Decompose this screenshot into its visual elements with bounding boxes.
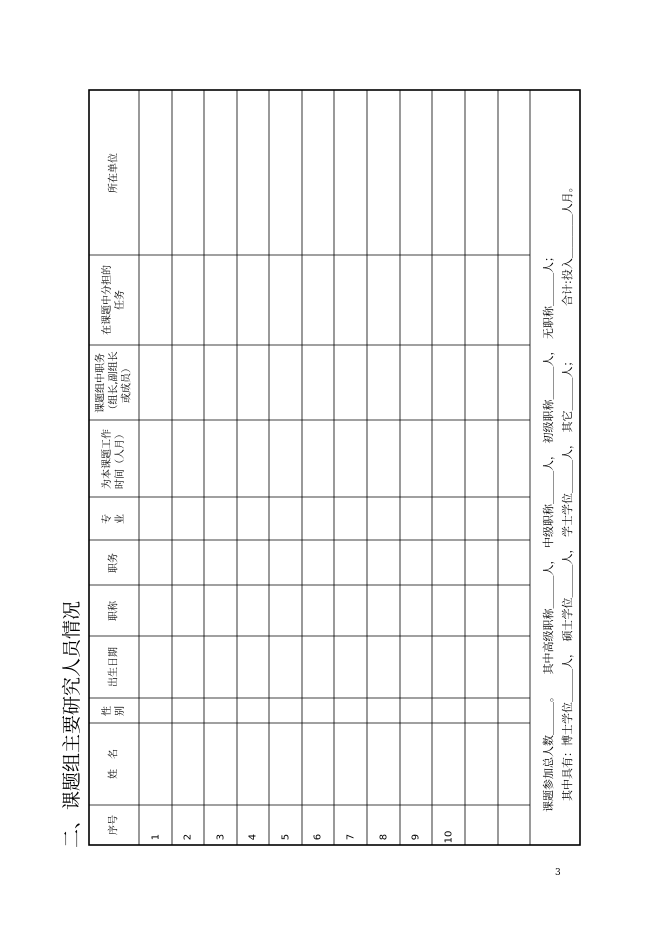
column-header-label: 序号 — [108, 815, 120, 835]
column-header-label: 专 业 — [102, 513, 126, 524]
footer-summary-text: 其中具有：博士学位＿＿＿人， 硕士学位＿＿＿人， 学士学位＿＿＿人， 其它＿＿＿人； 合计:投入＿＿＿＿人月。 — [561, 181, 574, 812]
column-header-label: 为本课题工作 时间（人月） — [102, 428, 126, 489]
column-header-label: 出生日期 — [108, 647, 120, 687]
footer-summary-text: 课题参加总人数＿＿＿。 其中高级职称＿＿＿人， 中级职称＿＿＿人， 初级职称＿＿＿人， 无职称＿＿＿人； — [542, 251, 555, 812]
row-number-text: 7 — [345, 833, 356, 841]
row-number-text: 9 — [410, 833, 422, 841]
row-number-text: 5 — [280, 833, 291, 841]
row-number-text: 4 — [247, 833, 259, 841]
column-header-label: 性 别 — [102, 705, 126, 716]
page-number: 3 — [555, 868, 561, 878]
column-header-label: 职称 — [108, 600, 120, 621]
row-number-text: 8 — [378, 833, 389, 841]
column-header-label: 在课题中分担的 任务 — [102, 265, 126, 335]
section-title-text: 二、课题组主要研究人员情况 — [61, 600, 83, 848]
row-number-text: 10 — [443, 830, 454, 844]
row-number-text: 3 — [215, 833, 226, 841]
table-border — [89, 90, 580, 845]
column-header-label: 姓 名 — [108, 749, 120, 779]
column-header-label: 所在单位 — [108, 152, 120, 193]
row-number-text: 2 — [182, 833, 194, 841]
row-number-text: 1 — [150, 833, 161, 841]
column-header-label: 职务 — [108, 552, 120, 573]
row-number-text: 6 — [312, 833, 324, 841]
column-header-label: 课题组中职务 （组长,副组长 或成员） — [95, 350, 133, 415]
